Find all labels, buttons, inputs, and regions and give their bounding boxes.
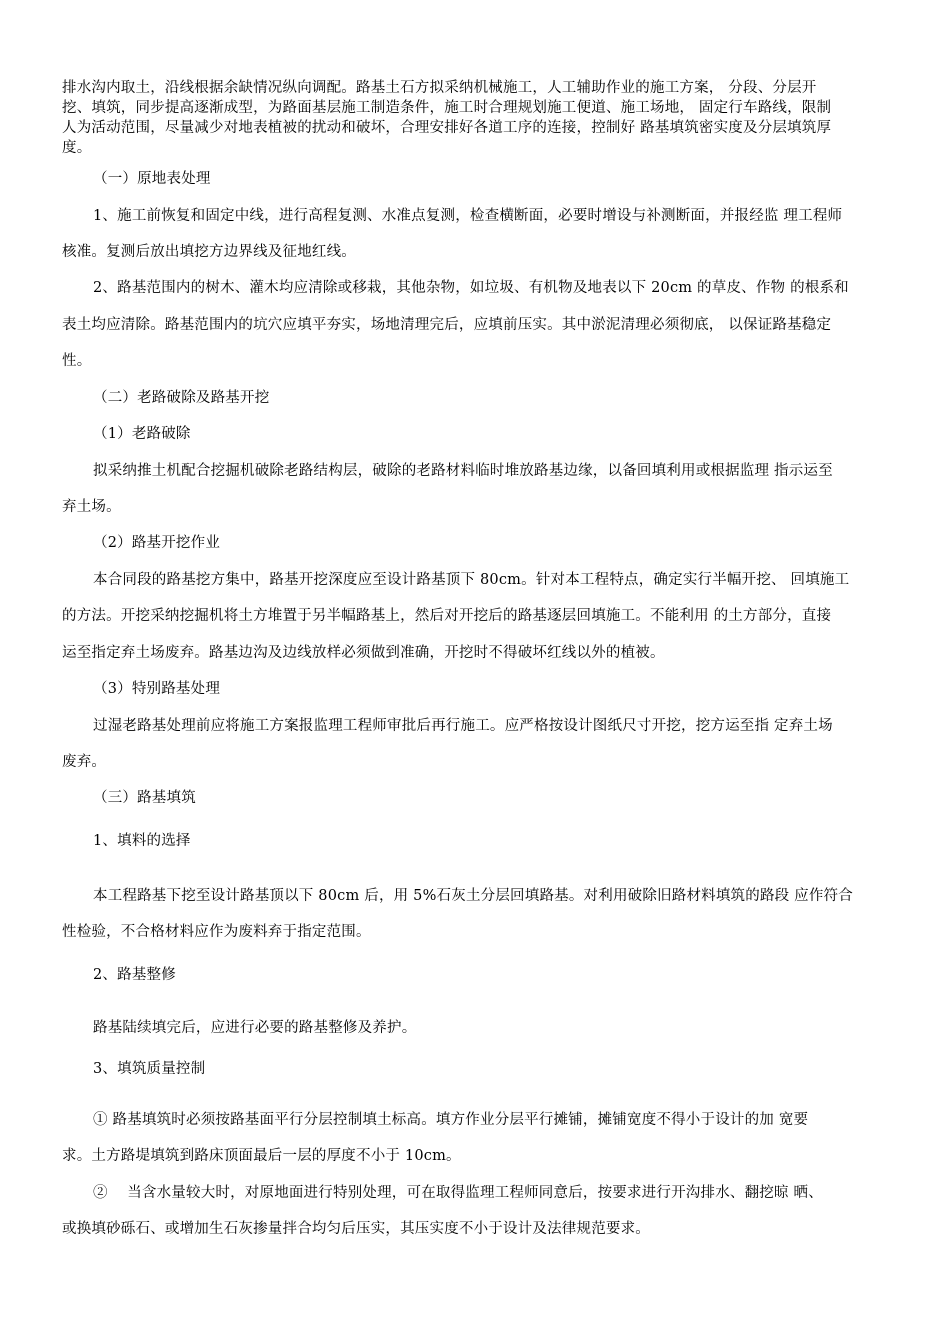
subheading-2: （2）路基开挖作业	[93, 535, 221, 551]
paragraph-line: 或换填砂砾石、或增加生石灰掺量拌合均匀后压实，其压实度不小于设计及法律规范要求。	[62, 1221, 650, 1237]
paragraph-line: 1、施工前恢复和固定中线，进行高程复测、水准点复测，检查横断面，必要时增设与补测断面，并报经监 理工程师	[93, 208, 843, 224]
paragraph-line: 过湿老路基处理前应将施工方案报监理工程师审批后再行施工。应严格按设计图纸尺寸开挖，挖方运至指 定弃土场	[93, 718, 833, 734]
item-heading-1: 1、填料的选择	[93, 833, 191, 849]
subheading-3: （3）特别路基处理	[93, 681, 221, 697]
paragraph-line: ② 当含水量较大时，对原地面进行特别处理，可在取得监理工程师同意后，按要求进行开沟排水、翻挖晾 晒、	[93, 1185, 823, 1201]
paragraph-line: 性。	[62, 353, 92, 369]
paragraph-line: 性检验，不合格材料应作为废料弃于指定范围。	[62, 924, 371, 940]
subheading-1: （1）老路破除	[93, 426, 191, 442]
paragraph-line: 废弃。	[62, 754, 107, 770]
section-heading-1: （一）原地表处理	[93, 171, 211, 187]
paragraph-line: 弃土场。	[62, 499, 121, 515]
paragraph-line: 本工程路基下挖至设计路基顶以下 80cm 后，用 5%石灰土分层回填路基。对利用破除旧路材料填筑的路段 应作符合	[93, 888, 853, 904]
paragraph-line: 2、路基范围内的树木、灌木均应清除或移栽，其他杂物，如垃圾、有机物及地表以下 20cm 的草皮、作物 的根系和	[93, 280, 849, 296]
paragraph-line: 表土均应清除。路基范围内的坑穴应填平夯实，场地清理完后，应填前压实。其中淤泥清理必须彻底， 以保证路基稳定	[62, 317, 832, 333]
section-heading-2: （二）老路破除及路基开挖	[93, 390, 270, 406]
section-heading-3: （三）路基填筑	[93, 790, 196, 806]
intro-line-2: 挖、填筑，同步提高逐渐成型，为路面基层施工制造条件，施工时合理规划施工便道、施工场地， 固定行车路线，限制	[62, 100, 832, 116]
paragraph-line: ① 路基填筑时必须按路基面平行分层控制填土标高。填方作业分层平行摊铺，摊铺宽度不得小于设计的加 宽要	[93, 1112, 809, 1128]
item-heading-2: 2、路基整修	[93, 967, 176, 983]
intro-line-3: 人为活动范围，尽量减少对地表植被的扰动和破坏，合理安排好各道工序的连接，控制好 路基填筑密实度及分层填筑厚	[62, 120, 832, 136]
paragraph-line: 路基陆续填完后，应进行必要的路基整修及养护。	[93, 1020, 417, 1036]
paragraph-line: 运至指定弃土场废弃。路基边沟及边线放样必须做到准确，开挖时不得破坏红线以外的植被。	[62, 645, 665, 661]
paragraph-line: 本合同段的路基挖方集中，路基开挖深度应至设计路基顶下 80cm。针对本工程特点，确定实行半幅开挖、 回填施工	[93, 572, 850, 588]
intro-line-4: 度。	[62, 140, 92, 156]
intro-line-1: 排水沟内取土，沿线根据余缺情况纵向调配。路基土石方拟采纳机械施工，人工辅助作业的施工方案， 分段、分层开	[62, 80, 817, 96]
paragraph-line: 的方法。开挖采纳挖掘机将土方堆置于另半幅路基上，然后对开挖后的路基逐层回填施工。不能利用 的土方部分，直接	[62, 608, 832, 624]
paragraph-line: 求。土方路堤填筑到路床顶面最后一层的厚度不小于 10cm。	[62, 1148, 461, 1164]
paragraph-line: 核准。复测后放出填挖方边界线及征地红线。	[62, 244, 356, 260]
paragraph-line: 拟采纳推土机配合挖掘机破除老路结构层，破除的老路材料临时堆放路基边缘，以备回填利用或根据监理 指示运至	[93, 463, 833, 479]
item-heading-3: 3、填筑质量控制	[93, 1061, 206, 1077]
